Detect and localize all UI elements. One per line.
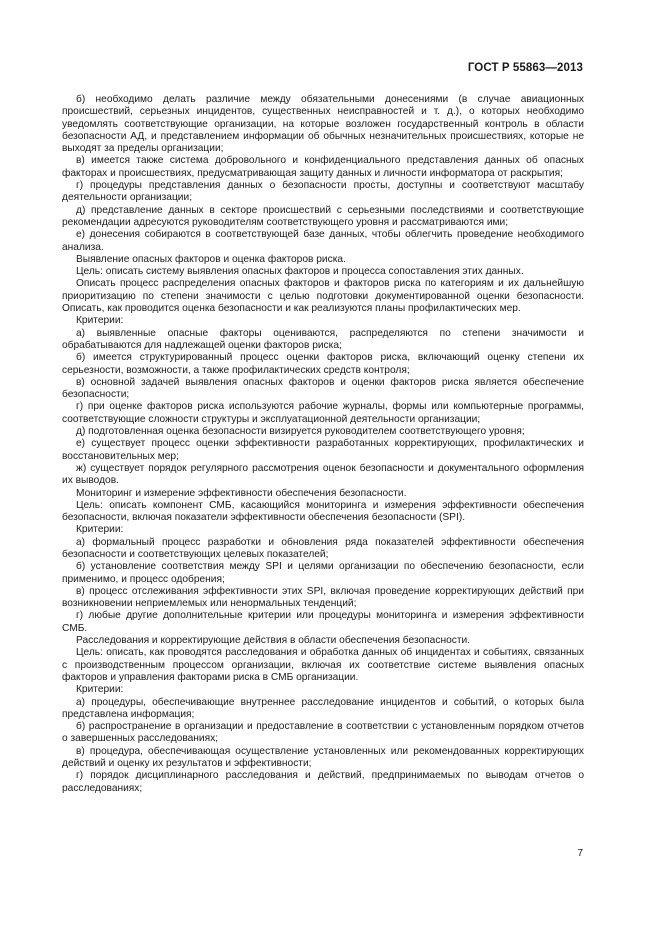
page-number: 7 (577, 848, 583, 859)
paragraph: Цель: описать систему выявления опасных факторов и процесса сопоставления этих данных. (76, 266, 524, 278)
paragraph: в) процедура, обеспечивающая осуществление установленных или рекомендованных корректирующих действий и оценку их результатов и эффективности; (62, 745, 584, 770)
document-header: ГОСТ Р 55863—2013 (467, 62, 583, 74)
paragraph: б) имеется структурированный процесс оценки факторов риска, включающий оценку степени их серьезности, возможности, а также профилактических средств контроля; (62, 352, 584, 376)
paragraph: г) при оценке факторов риска используются рабочие журналы, формы или компьютерные программы, соответствующие сложности структуры и эксплуатационной деятельности организации; (62, 401, 584, 425)
paragraph: Критерии: (76, 684, 124, 696)
paragraph: в) основной задачей выявления опасных факторов и оценки факторов риска является обеспечение безопасности; (62, 376, 584, 401)
paragraph: г) порядок дисциплинарного расследования и действий, предпринимаемых по выводам отчетов о расследованиях; (62, 770, 584, 794)
paragraph: Критерии: (76, 524, 124, 536)
paragraph: а) формальный процесс разработки и обновления ряда показателей эффективности обеспечения безопасности и соответствующих целевых показателей; (62, 536, 584, 560)
paragraph: б) распространение в организации и предоставление в соответствии с установленным порядком отчетов о завершенных расследованиях; (62, 721, 584, 745)
paragraph: д) подготовленная оценка безопасности визируется руководителем соответствующего уровня; (76, 426, 525, 438)
paragraph: а) выявленные опасные факторы оцениваются, распределяются по степени значимости и обрабатываются для надлежащей оценки факторов риска; (62, 327, 584, 351)
paragraph: в) имеется также система добровольного и конфиденциального представления данных об опасных факторах и происшествиях, предусматривающая защиту данных и личности информатора от раскрытия; (62, 155, 584, 179)
paragraph: б) необходимо делать различие между обязательными донесениями (в случае авиационных происшествий, серьезных инцидентов, существенных неисправностей и т. д.), о которых необходимо уведомлять соответствующие организации, на которые возложен государственный контроль в области безопасности АД, и представлением информации об обычных незначительных происшествиях, которые не выходят за пределы организации; (62, 94, 584, 155)
paragraph: д) представление данных в секторе происшествий с серьезными последствиями и соответствующие рекомендации адресуются руководителям соответствующего уровня и рассматриваются ими; (62, 204, 584, 228)
paragraph: а) процедуры, обеспечивающие внутреннее расследование инцидентов и событий, о которых была представлена информация; (62, 696, 584, 720)
paragraph: в) процесс отслеживания эффективности этих SPI, включая проведение корректирующих действий при возникновении неприемлемых или ненормальных тенденций; (62, 585, 584, 610)
paragraph: е) донесения собираются в соответствующей базе данных, чтобы облегчить проведение необходимого анализа. (62, 229, 584, 253)
paragraph: Описать процесс распределения опасных факторов и факторов риска по категориям и их дальнейшую приоритизацию по степени значимости с целью подготовки документированной оценки безопасности. Описать, как проводится оценка безопасности и как реализуются планы профилактических мер. (62, 278, 584, 315)
document-body (62, 94, 584, 795)
paragraph: г) любые другие дополнительные критерии или процедуры мониторинга и измерения эффективности СМБ. (62, 610, 584, 634)
paragraph: Цель: описать, как проводятся расследования и обработка данных об инцидентах и событиях, связанных с производственным процессом организации, включая их соответствие системе выявления опасных факторов и управления факторами риска в СМБ организации. (62, 647, 584, 683)
paragraph: Расследования и корректирующие действия в области обеспечения безопасности. (76, 635, 471, 647)
paragraph: ж) существует порядок регулярного рассмотрения оценок безопасности и документального оформления их выводов. (62, 462, 584, 487)
paragraph: Выявление опасных факторов и оценка факторов риска. (76, 253, 346, 265)
paragraph: б) установление соответствия между SPI и целями организации по обеспечению безопасности, если применимо, и процесс одобрения; (62, 561, 584, 585)
paragraph: Мониторинг и измерение эффективности обеспечения безопасности. (76, 487, 407, 499)
paragraph: е) существует процесс оценки эффективности разработанных корректирующих, профилактических и восстановительных мер; (62, 438, 584, 462)
paragraph: г) процедуры представления данных о безопасности просты, доступны и соответствуют масштабу деятельности организации; (62, 180, 584, 204)
paragraph: Критерии: (76, 315, 124, 327)
paragraph: Цель: описать компонент СМБ, касающийся мониторинга и измерения эффективности обеспечения безопасности, включая показатели эффективности обеспечения безопасности (SPI). (62, 499, 584, 524)
